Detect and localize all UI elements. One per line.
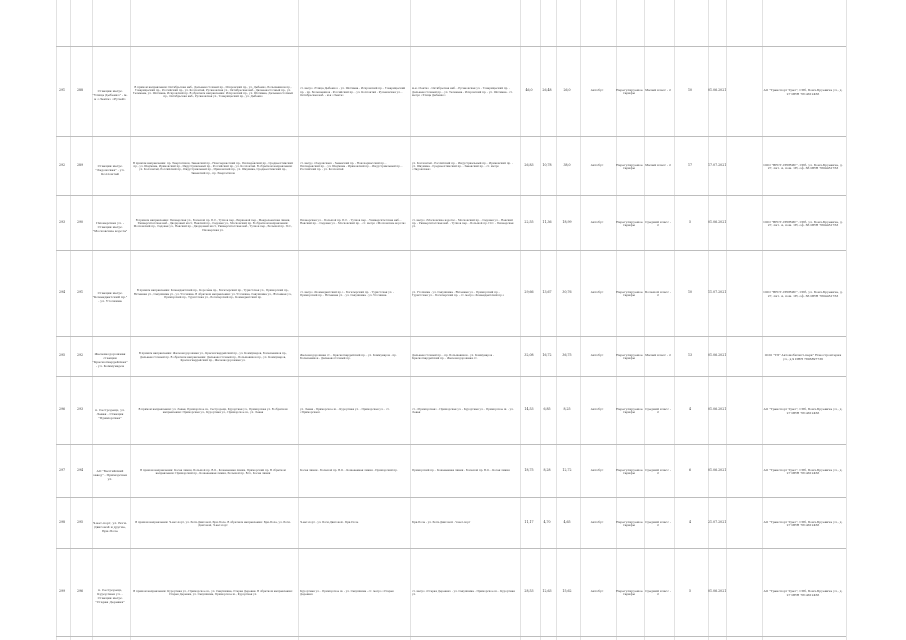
- cell-length2: 8,28: [543, 467, 551, 472]
- cell-stops-fwd: ст. метро «Ладожская» - Заневский пр. - Новочеркасский пр. - Пискарёвский пр. - ул. Шаумяна - Ириновский пр. - Индустриальный пр. - Российский пр. - ул. Коллонтай: [300, 161, 403, 172]
- cell-dist: 15,62: [562, 589, 572, 594]
- cell-dist: 26,0: [563, 88, 571, 93]
- cell-dist: 12,72: [562, 467, 572, 472]
- cell-carrier: АО "Транспорт Урал", СПб, Бонч-Бруевича ул., д. 27 ИНН 7814612456: [763, 519, 843, 528]
- cell-class: Средний класс - 2: [645, 467, 671, 475]
- cell-no: 291: [58, 88, 66, 93]
- cell-stops-back: Дальневосточный пр. - пр. Большевиков - ул. Коммунаров - Красногвардейский пр. - Железнодорожная ст.: [412, 354, 494, 361]
- cell-class: Средний класс - 2: [645, 407, 671, 415]
- cell-length: 26,83: [524, 162, 534, 167]
- cell-name: Ч-нет-порт, ул. Боги-Двиговой и другие, Бри-Поле: [92, 520, 128, 533]
- cell-class: Большой класс - 2: [645, 290, 671, 298]
- cell-length2: 4,70: [543, 519, 551, 524]
- cell-route-desc: В прямом направлении: Ч-нет-порт, ул. Боги-Двиговой, Бри-Поле. В обратном направлении: Бри-Поле, ул. Боги-Двиговой, Ч-нет-порт: [135, 520, 291, 527]
- cell-qty: 4: [688, 519, 692, 524]
- cell-stops-back: Бри-Поле - ул. Боги-Двиговой - Ч-нет-порт: [412, 520, 471, 524]
- cell-length: 29,66: [524, 290, 534, 295]
- cell-vehicle: Автобус: [590, 353, 604, 358]
- cell-route-desc: В прямом направлении: Октябрьская наб., Дальневосточный пр., Искровский пр., ул. Дыбенко, Большевиков пр., Товарищеский пр., Российский пр., ул. Коллонтай, Русановская ул., Октябрьская наб., Дальневосточный пр., ул. Тельмана, ул. Шотмана, Искровский пр. В обратном направлении: Искровский пр., ул. Шотмана, Дальневосточный пр., Октябрьская наб., Русановская ул., Товарищеский пр., ул. Дыбенко: [132, 85, 294, 99]
- cell-length2: 11,36: [542, 219, 552, 224]
- cell-carrier: ООО "ВЕСТ-СЕРВИС", СПб, ул. Бонч-Бруевича, д. 27, лит. А, пом. 1Н, оф. 66 ИНН 7804451763: [763, 162, 843, 171]
- cell-route-no: 294: [76, 467, 84, 472]
- row-divider: [56, 46, 846, 47]
- cell-qty: 13: [687, 353, 693, 358]
- cell-stops-fwd: ст. метро «Улица Дыбенко» - ул. Шотмана - Искровский пр. - Товарищеский пр. - пр. Большевиков - Российский пр. - ул. Коллонтай - Русановская ул. - Октябрьская наб. - м-н «Лента»: [300, 87, 406, 97]
- cell-length: 28,53: [524, 589, 534, 594]
- cell-class: Малый класс - 2: [645, 162, 671, 167]
- cell-stops-back: ул. Коллонтай - Российский пр. - Индустриальный пр. - Ириновский пр. - ул. Шаумяна - Среднеохтинский пр. - Заневский пр. - ст. метро «Ладожская»: [412, 161, 513, 172]
- cell-date: 01.06.2021: [708, 219, 727, 224]
- cell-route-desc: В прямом направлении: пр. Энергетиков, Заневский пр., Новочеркасский пр., Пискарёвский пр., Среднеохтинский пр., ул. Шаумяна, Ириновский пр., Индустриальный пр., Российский пр., ул. Коллонтай. В обратном направлении: ул. Коллонтай, Российский пр., Индустриальный пр., Ириновский пр., ул. Шаумяна, Среднеохтинский пр., Заневский пр., пр. Энергетиков: [133, 161, 293, 175]
- cell-order: Нерегулируемое тарифы: [616, 88, 643, 96]
- row-divider: [56, 195, 846, 196]
- cell-date: 01.06.2021: [708, 353, 727, 358]
- cell-order: Нерегулируемое тарифы: [616, 162, 643, 170]
- cell-stops-fwd: Косая линия - Большой пр. В.О. - Кожевенная линия - Приморский пр.: [300, 468, 398, 472]
- cell-name: Пионерская ул. - Станция метро "Московские ворота": [92, 220, 128, 233]
- cell-vehicle: Автобус: [590, 88, 604, 93]
- cell-route-desc: В прямом направлении: ул. Левая, Приморское ш., Сестрорецк, Курортная ул., Приморская ул. В обратном направлении: Приморская ул., Курортная ул., Приморское ш., ул. Левая: [138, 408, 288, 415]
- cell-carrier: ООО "ВЕСТ-СЕРВИС", СПб, ул. Бонч-Бруевича, д. 27, лит. А, пом. 1Н, оф. 66 ИНН 7804451763: [763, 219, 843, 228]
- cell-order: Нерегулируемое тарифы: [616, 353, 643, 361]
- cell-length2: 26,48: [542, 88, 552, 93]
- cell-vehicle: Автобус: [590, 162, 604, 167]
- cell-qty: 4: [688, 407, 692, 412]
- cell-name: АО "Балтийский завод" - Приморская ул.: [93, 468, 127, 481]
- cell-qty: 6: [688, 467, 692, 472]
- cell-carrier: АО "Транспорт Урал", СПб, Бонч-Бруевича ул., д. 27 ИНН 7814612456: [763, 467, 843, 476]
- cell-dist: 36,75: [562, 353, 572, 358]
- cell-route-desc: В прямом направлении: Железнодорожная ул., Красногвардейский пр., ул. Коммунаров, Большевиков пр., Дальневосточный пр. В обратном направлении: Дальневосточный пр., Большевиков пр., ул. Коммунаров, Красногвардейский пр., Железнодорожная ул.: [138, 352, 288, 362]
- cell-no: 296: [58, 407, 66, 412]
- cell-vehicle: Автобус: [590, 407, 604, 412]
- cell-date: 01.06.2021: [708, 407, 727, 412]
- row-divider: [56, 250, 846, 251]
- row-divider: [56, 136, 846, 137]
- cell-carrier: АО "Транспорт Урал", СПб, Бонч-Бруевича ул., д. 27 ИНН 7814612456: [763, 407, 843, 415]
- cell-name: п. Сестрорецк, Курортная ул. - Станция метро "Старая Деревня": [95, 588, 125, 605]
- cell-carrier: АО "Транспорт Урал", СПб, Бонч-Бруевича ул., д. 27 ИНН 7814612456: [763, 589, 843, 597]
- cell-vehicle: Автобус: [590, 219, 604, 224]
- cell-name: п. Сестрорецк, ул. Левая - Станция "Приморская": [95, 408, 125, 421]
- cell-stops-back: ул. Уточкина - ул. Савушкина - Яхтенная ул. - Приморский пр. - Туристская ул. - Богатырский пр. - ст. метро «Комендантский пр.»: [412, 291, 505, 298]
- cell-route-desc: В прямом направлении: Пионерская ул., Большой пр. П.С., Тучков пер., Биржевой пер., Менделеевская линия, Университетская наб., Дворцовый мост, Невский пр., Садовая ул., Московский пр. В обратном направлении: Московский пр., Садовая ул., Невский пр., Дворцовый мост, Университетская наб., Тучков пер., Большой пр. П.С., Пионерская ул.: [133, 218, 293, 232]
- cell-date: 21.07.2021: [708, 519, 727, 524]
- cell-stops-fwd: Курортная ул. - Приморское ш. - ул. Савушкина - ст. метро «Старая Деревня»: [300, 590, 394, 597]
- cell-order: Нерегулируемое тарифы: [616, 467, 643, 475]
- cell-name: Станция метро "Улица Дыбенко" - м-н «Лента» «Ручей»: [92, 89, 128, 102]
- cell-length2: 12,63: [542, 589, 552, 594]
- cell-vehicle: Автобус: [590, 519, 604, 524]
- cell-stops-back: ст. метро «Старая Деревня» - ул. Савушкина - Приморское ш. - Курортная ул.: [412, 590, 515, 597]
- cell-no: 297: [58, 467, 66, 472]
- cell-date: 01.06.2021: [708, 88, 727, 93]
- row-divider: [56, 636, 846, 637]
- cell-route-no: 288: [76, 88, 84, 93]
- row-divider: [56, 336, 846, 337]
- cell-vehicle: Автобус: [590, 467, 604, 472]
- cell-length: 18,75: [524, 467, 534, 472]
- cell-class: Средний класс - 2: [645, 519, 671, 527]
- cell-qty: 5: [688, 589, 692, 594]
- cell-name: Станция метро "Ладожская" - ул. Коллонтай: [95, 163, 125, 176]
- cell-length2: 13,67: [542, 290, 552, 295]
- cell-qty: 5: [688, 219, 692, 224]
- cell-route-no: 293: [76, 407, 84, 412]
- row-divider: [56, 376, 846, 377]
- cell-dist: 4,65: [563, 519, 571, 524]
- cell-date: 11.07.2021: [708, 290, 727, 295]
- cell-length2: 6,85: [543, 407, 551, 412]
- cell-order: Нерегулируемое тарифы: [616, 589, 643, 597]
- cell-stops-fwd: Ч-нет-порт - ул. Боги-Двиговой - Бри-Поле: [300, 520, 359, 524]
- cell-length: 22,55: [524, 219, 534, 224]
- cell-dist: 38,0: [563, 162, 571, 167]
- cell-carrier: АО "Транспорт Урал", СПб, Бонч-Бруевича ул., д. 27 ИНН 7814612456: [763, 88, 843, 96]
- row-divider: [56, 548, 846, 549]
- cell-route-no: 289: [76, 162, 84, 167]
- cell-name: Железнодорожная станция "Красногвардейская" - ул. Коммунаров: [92, 352, 128, 369]
- cell-qty: 10: [687, 88, 693, 93]
- cell-route-no: 296: [76, 589, 84, 594]
- cell-order: Нерегулируемое тарифы: [616, 290, 643, 298]
- cell-vehicle: Автобус: [590, 589, 604, 594]
- cell-class: Средний класс - 2: [645, 219, 671, 227]
- row-divider: [56, 497, 846, 498]
- cell-no: 299: [58, 589, 66, 594]
- cell-route-desc: В прямом направлении: Курортная ул., Приморское ш., ул. Савушкина, Старая Деревня. В обратном направлении: Старая Деревня, ул. Савушкина, Приморское ш., Курортная ул.: [133, 590, 293, 597]
- cell-carrier: ООО "ВЕСТ-СЕРВИС", СПб, ул. Бонч-Бруевича, д. 27, лит. А, пом. 1Н, оф. 66 ИНН 7804451763: [763, 290, 843, 298]
- cell-no: 293: [58, 219, 66, 224]
- cell-date: 17.07.2021: [708, 162, 727, 167]
- cell-dist: 18,99: [562, 219, 572, 224]
- cell-route-no: 290: [76, 219, 84, 224]
- cell-stops-back: ст. «Приморская» - Приморская ул. - Курортная ул. - Приморское ш. - ул. Левая: [412, 408, 514, 415]
- cell-dist: 30,76: [562, 290, 572, 295]
- cell-stops-fwd: Железнодорожная ст. - Красногвардейский пр. - ул. Коммунаров - пр. Большевиков - Дальневосточный пр.: [300, 354, 397, 361]
- cell-qty: 10: [687, 290, 693, 295]
- cell-route-no: 291: [76, 290, 84, 295]
- cell-order: Нерегулируемое тарифы: [616, 519, 643, 527]
- cell-class: Средний класс - 2: [645, 589, 671, 597]
- cell-length: 32,08: [524, 353, 534, 358]
- cell-stops-back: ст. метро «Московские ворота» - Московский пр. - Садовая ул. - Невский пр. - Университетская наб. - Тучков пер. - Большой пр. П.С. - Пионерская ул.: [412, 218, 514, 229]
- cell-dist: 8,25: [563, 407, 571, 412]
- cell-qty: 17: [687, 162, 693, 167]
- cell-length: 11,17: [524, 519, 534, 524]
- cell-stops-back: м-н «Лента» - Октябрьская наб. - Русановская ул. - Товарищеский пр. - Дальневосточный пр. - ул. Тельмана - Искровский пр. - ул. Шотмана - ст. метро «Улица Дыбенко»: [412, 87, 513, 97]
- cell-vehicle: Автобус: [590, 290, 604, 295]
- cell-order: Нерегулируемое тарифы: [616, 219, 643, 227]
- cell-stops-back: Приморский пр. - Кожевенная линия - Большой пр. В.О. - Косая линия: [412, 468, 510, 472]
- cell-route-no: 292: [76, 353, 84, 358]
- cell-class: Малый класс - 2: [645, 88, 671, 93]
- cell-name: Станция метро "Комендантский пр." - ул. Уточкина: [92, 291, 128, 304]
- cell-order: Нерегулируемое тарифы: [616, 407, 643, 415]
- cell-date: 01.06.2021: [708, 589, 727, 594]
- cell-carrier: ООО "ТП" Автомобилист-парк" Новостроитерия ул., д.9 ИНН 7806897736: [764, 353, 842, 361]
- cell-stops-fwd: ул. Левая - Приморское ш. - Курортная ул. - Приморская ул. - ст. «Приморская»: [300, 408, 390, 415]
- cell-stops-fwd: Пионерская ул. - Большой пр. П.С. - Тучков пер. - Университетская наб. - Невский пр. - Садовая ул. - Московский пр. - ст. метро «Московские ворота»: [300, 218, 406, 226]
- cell-date: 01.06.2021: [708, 467, 727, 472]
- cell-class: Малый класс - 2: [645, 353, 671, 358]
- cell-no: 298: [58, 519, 66, 524]
- row-divider: [56, 444, 846, 445]
- cell-no: 295: [58, 353, 66, 358]
- cell-length: 14,53: [524, 407, 534, 412]
- cell-route-desc: В прямом направлении: Комендантский пр., Королёва пр., Богатырский пр., Туристская ул., Приморский пр., Яхтенная ул., Савушкина ул., ул. Уточкина. В обратном направлении: ул. Уточкина, Савушкина ул., Яхтенная ул., Приморский пр., Туристская ул., Богатырский пр., Комендантский пр.: [133, 289, 293, 299]
- cell-no: 294: [58, 290, 66, 295]
- cell-no: 292: [58, 162, 66, 167]
- cell-route-desc: В прямом направлении: Косая линия, Большой пр. В.О., Кожевенная линия, Приморский пр. В обратном направлении: Приморский пр., Кожевенная линия, Большой пр. В.О., Косая линия: [140, 468, 286, 475]
- cell-length: 46,0: [525, 88, 533, 93]
- cell-length2: 10,78: [542, 162, 552, 167]
- cell-route-no: 295: [76, 519, 84, 524]
- cell-length2: 16,72: [542, 353, 552, 358]
- cell-stops-fwd: ст. метро «Комендантский пр.» - Богатырский пр. - Туристская ул. - Приморский пр. - Яхтенная ул. - ул. Савушкина - ул. Уточкина: [300, 291, 394, 298]
